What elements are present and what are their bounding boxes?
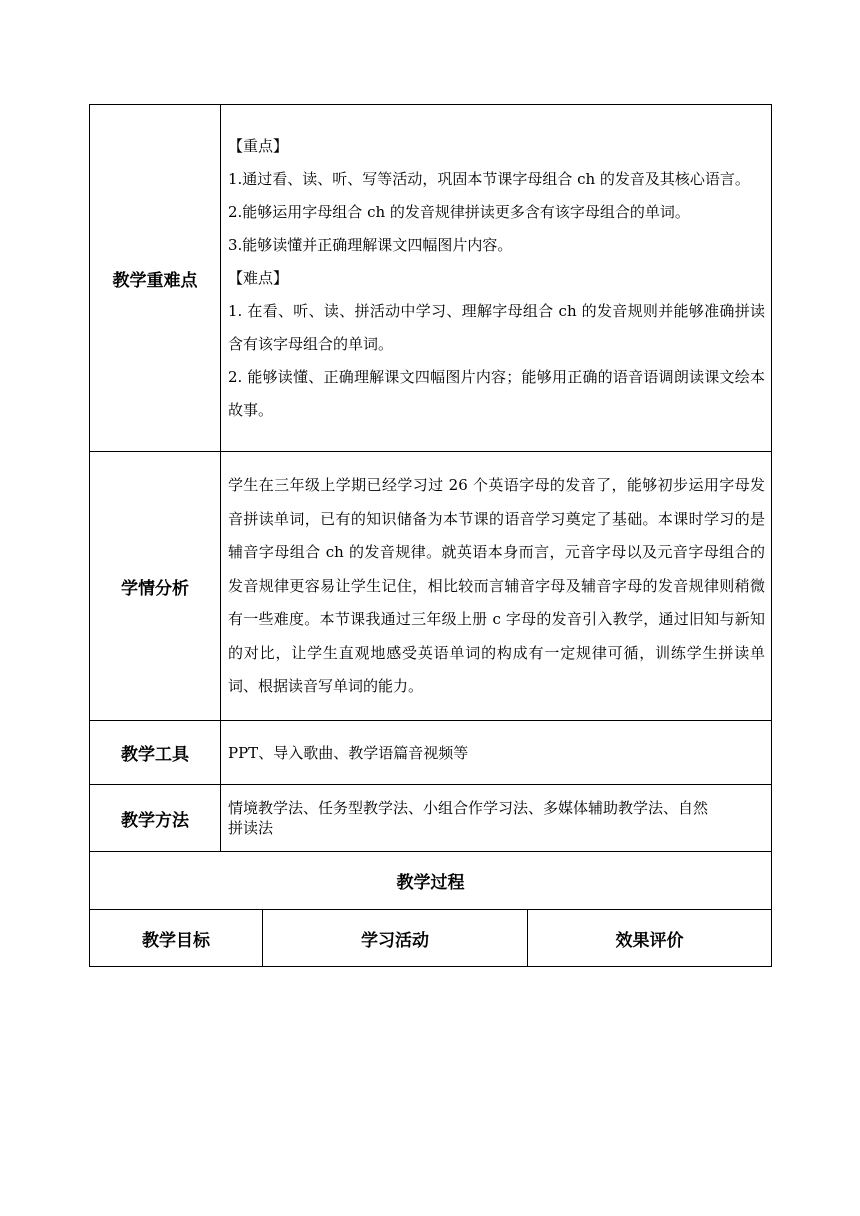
column-activity: 学习活动 — [263, 910, 528, 967]
process-columns-row — [90, 910, 772, 967]
difficult-heading: 【难点】 — [228, 269, 289, 287]
key-item-3: 3.能够读懂并正确理解课文四幅图片内容。 — [228, 236, 513, 254]
methods-label: 教学方法 — [90, 785, 221, 852]
key-points-content — [221, 105, 772, 452]
key-points-label: 教学重难点 — [90, 105, 221, 452]
methods-text: 情境教学法、任务型教学法、小组合作学习法、多媒体辅助教学法、自然拼读法 — [228, 799, 709, 837]
tools-text: PPT、导入歌曲、教学语篇音视频等 — [221, 721, 772, 785]
key-heading: 【重点】 — [228, 137, 289, 155]
tools-label: 教学工具 — [90, 721, 221, 785]
lesson-plan-table — [89, 104, 772, 967]
analysis-text: 学生在三年级上学期已经学习过 26 个英语字母的发音了，能够初步运用字母发音拼读单词，已有的知识储备为本节课的语音学习奠定了基础。本课时学习的是辅音字母组合 ch 的发音规律。就英语本身而言，元音字母以及元音字母组合的发音规律更容易让学生记住，相比较而言辅音字母及辅音字母的发音规律则稍微有一些难度。本节课我通过三年级上册 c 字母的发音引入教学，通过旧知与新知的对比，让学生直观地感受英语单词的构成有一定规律可循，训练学生拼读单词、根据读音写单词的能力。 — [228, 476, 766, 696]
methods-content — [221, 785, 772, 852]
process-title: 教学过程 — [90, 852, 772, 910]
difficult-item-1: 1. 在看、听、读、拼活动中学习、理解字母组合 ch 的发音规则并能够准确拼读含有该字母组合的单词。 — [228, 302, 766, 353]
methods-row — [90, 785, 772, 852]
analysis-content — [221, 452, 772, 721]
difficult-item-2: 2. 能够读懂、正确理解课文四幅图片内容；能够用正确的语音语调朗读课文绘本故事。 — [228, 368, 766, 419]
column-goal: 教学目标 — [90, 910, 263, 967]
process-title-row — [90, 852, 772, 910]
key-points-row — [90, 105, 772, 452]
key-item-2: 2.能够运用字母组合 ch 的发音规律拼读更多含有该字母组合的单词。 — [228, 203, 690, 221]
tools-row — [90, 721, 772, 785]
analysis-row — [90, 452, 772, 721]
column-evaluation: 效果评价 — [528, 910, 772, 967]
analysis-label: 学情分析 — [90, 452, 221, 721]
key-item-1: 1.通过看、读、听、写等活动，巩固本节课字母组合 ch 的发音及其核心语言。 — [228, 170, 750, 188]
